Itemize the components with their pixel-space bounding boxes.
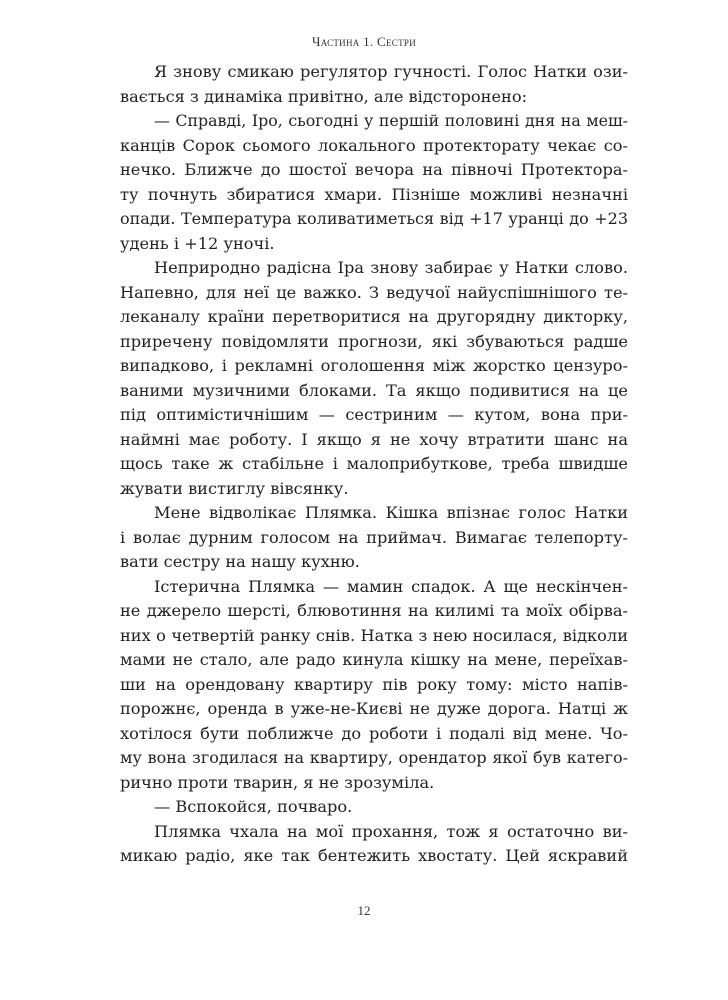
text-line: Істерична Плямка — мамин спадок. А ще нескінчен- [154,576,628,596]
text-line: ту почнуть збиратися хмари. Пізніше можливі незначні [120,184,628,204]
text-line: хотілося бути поближче до роботи і подалі від мене. Чо- [120,723,628,743]
page-number: 12 [357,903,371,918]
text-line: вається з динаміка привітно, але відсторонено: [120,86,528,106]
text-line: випадково, і рекламні оголошення між жорстко цензуро- [120,356,628,375]
text-line: приречену повідомляти прогнози, які збуваються радше [120,331,628,351]
text-line: леканалу країни перетворитися на другорядну дикторку, [120,307,628,326]
text-line: Я знову смикаю регулятор гучності. Голос Натки ози- [154,62,628,81]
text-line: микаю радіо, яке так бентежить хвостату. Цей яскравий [120,846,628,865]
text-line: рично проти тварин, я не зрозуміла. [120,772,435,792]
body-text [120,60,628,869]
text-line: мами не стало, але радо кинула кішку на мене, переїхав- [120,650,628,669]
text-line: ваними музичними блоками. Та якщо подивитися на це [120,380,628,400]
text-line: Неприродно радісна Іра знову забирає у Натки слово. [154,258,628,277]
text-line: ши на орендовану квартиру пів року тому: місто напів- [120,674,628,694]
text-line: удень і +12 уночі. [120,233,275,253]
text-line: жувати вистиглу вівсянку. [120,478,349,498]
text-line: них о четвертій ранку снів. Натка з нею носилася, відколи [120,625,628,645]
text-line: вати сестру на нашу кухню. [120,552,360,571]
text-line: під оптимістичнішим — сестриним — кутом, вона при- [120,405,628,424]
text-line: Плямка чхала на мої прохання, тож я остаточно ви- [154,821,628,841]
text-line: Мене відволікає Плямка. Кішка впізнає голос Натки [154,503,628,522]
text-line: не джерело шерсті, блювотиння на килимі та моїх обірва- [120,601,628,620]
text-line: нечко. Ближче до шостої вечора на півночі Протектора- [120,160,628,179]
text-line: і волає дурним голосом на приймач. Вимагає телепорту- [120,527,628,547]
text-line: щось таке ж стабільне і малоприбуткове, треба швидше [120,454,628,473]
text-line: — Вспокойся, почваро. [154,797,353,816]
text-line: канців Сорок сьомого локального протекторату чекає со- [120,135,628,155]
text-line: порожнє, оренда в уже-не-Києві не дуже дорога. Натці ж [120,699,628,718]
text-line: наймні має роботу. І якщо я не хочу втратити шанс на [120,429,628,449]
text-line: Напевно, для неї це важко. З ведучої найуспішнішого те- [120,282,628,302]
text-line: опади. Температура коливатиметься від +17 уранці до +23 [120,209,628,228]
running-header: Частина 1. Сестри [311,34,417,49]
text-line: — Справді, Іро, сьогодні у першій половині дня на меш- [154,111,628,130]
text-line: му вона згодилася на квартиру, орендатор якої був катего- [120,748,628,767]
